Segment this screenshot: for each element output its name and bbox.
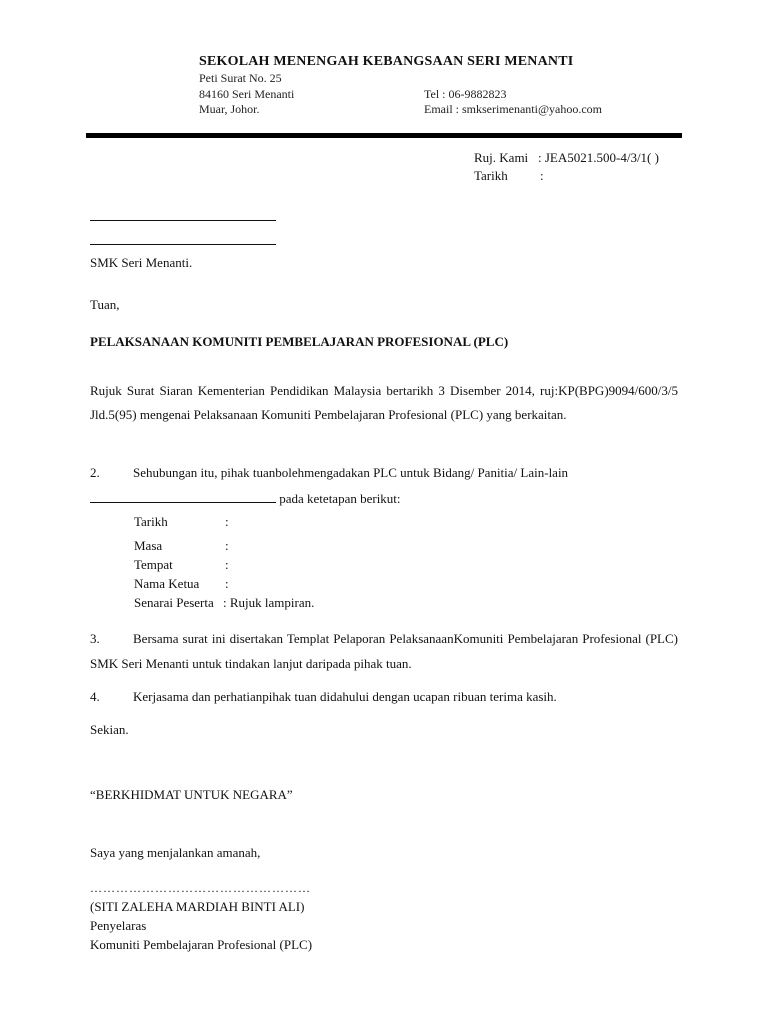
address-line-2: 84160 Seri Menanti <box>199 87 295 101</box>
detail-nama-ketua-label: Nama Ketua <box>134 576 200 591</box>
signatory-unit: Komuniti Pembelajaran Profesional (PLC) <box>90 937 313 952</box>
reference-label: Ruj. Kami <box>474 150 529 165</box>
signature-line: …………………………………………… <box>90 881 311 895</box>
signatory-name: (SITI ZALEHA MARDIAH BINTI ALI) <box>90 899 305 914</box>
address-line-3: Muar, Johor. <box>199 102 260 116</box>
paragraph-3-text: Bersama surat ini disertakan Templat Pelaporan PelaksanaanKomuniti Pembelajaran Profesional (PLC) SMK Seri Menanti untuk tindakan lanjut daripada pihak tuan. <box>90 631 678 671</box>
motto: “BERKHIDMAT UNTUK NEGARA” <box>90 787 293 802</box>
header-divider <box>86 133 682 138</box>
recipient-name-line <box>90 220 276 221</box>
closing-amanah: Saya yang menjalankan amanah, <box>90 845 261 860</box>
email-address: Email : smkserimenanti@yahoo.com <box>424 102 603 116</box>
reference-value: : JEA5021.500-4/3/1( ) <box>538 150 659 165</box>
paragraph-4-number: 4. <box>90 689 100 704</box>
date-label: Tarikh <box>474 168 508 183</box>
telephone: Tel : 06-9882823 <box>424 87 507 101</box>
closing-sekian: Sekian. <box>90 722 129 737</box>
detail-masa-value: : <box>225 538 229 553</box>
detail-senarai-peserta-label: Senarai Peserta <box>134 595 214 610</box>
paragraph-2-continuation <box>90 490 401 507</box>
letter-title: PELAKSANAAN KOMUNITI PEMBELAJARAN PROFESIONAL (PLC) <box>90 334 509 349</box>
signatory-position: Penyelaras <box>90 918 147 933</box>
school-name: SEKOLAH MENENGAH KEBANGSAAN SERI MENANTI <box>199 54 574 69</box>
paragraph-2 <box>90 461 678 485</box>
detail-tempat-label: Tempat <box>134 557 173 572</box>
paragraph-2-text: Sehubungan itu, pihak tuanbolehmengadakan PLC untuk Bidang/ Panitia/ Lain-lain <box>133 465 569 480</box>
subject-blank-line <box>90 490 276 503</box>
paragraph-3-number: 3. <box>90 631 100 646</box>
address-line-1: Peti Surat No. 25 <box>199 71 282 85</box>
detail-tempat-value: : <box>225 557 229 572</box>
paragraph-3 <box>90 626 678 676</box>
detail-tarikh-value: : <box>225 514 229 529</box>
recipient-title-line <box>90 244 276 245</box>
detail-tarikh-label: Tarikh <box>134 514 168 529</box>
date-value: : <box>540 168 544 183</box>
detail-masa-label: Masa <box>134 538 163 553</box>
detail-nama-ketua-value: : <box>225 576 229 591</box>
recipient-school: SMK Seri Menanti. <box>90 255 193 270</box>
paragraph-4-text: Kerjasama dan perhatianpihak tuan didahului dengan ucapan ribuan terima kasih. <box>133 689 557 704</box>
detail-senarai-peserta-value: : Rujuk lampiran. <box>223 595 315 610</box>
paragraph-2-number: 2. <box>90 465 100 480</box>
paragraph-4 <box>90 685 678 709</box>
salutation: Tuan, <box>90 297 120 312</box>
paragraph-2-tail: pada ketetapan berikut: <box>276 491 401 506</box>
paragraph-1: Rujuk Surat Siaran Kementerian Pendidikan Malaysia bertarikh 3 Disember 2014, ruj:KP(BPG)9094/600/3/5 Jld.5(95) mengenai Pelaksanaan Komuniti Pembelajaran Profesional (PLC) yang berkaitan. <box>90 383 678 422</box>
